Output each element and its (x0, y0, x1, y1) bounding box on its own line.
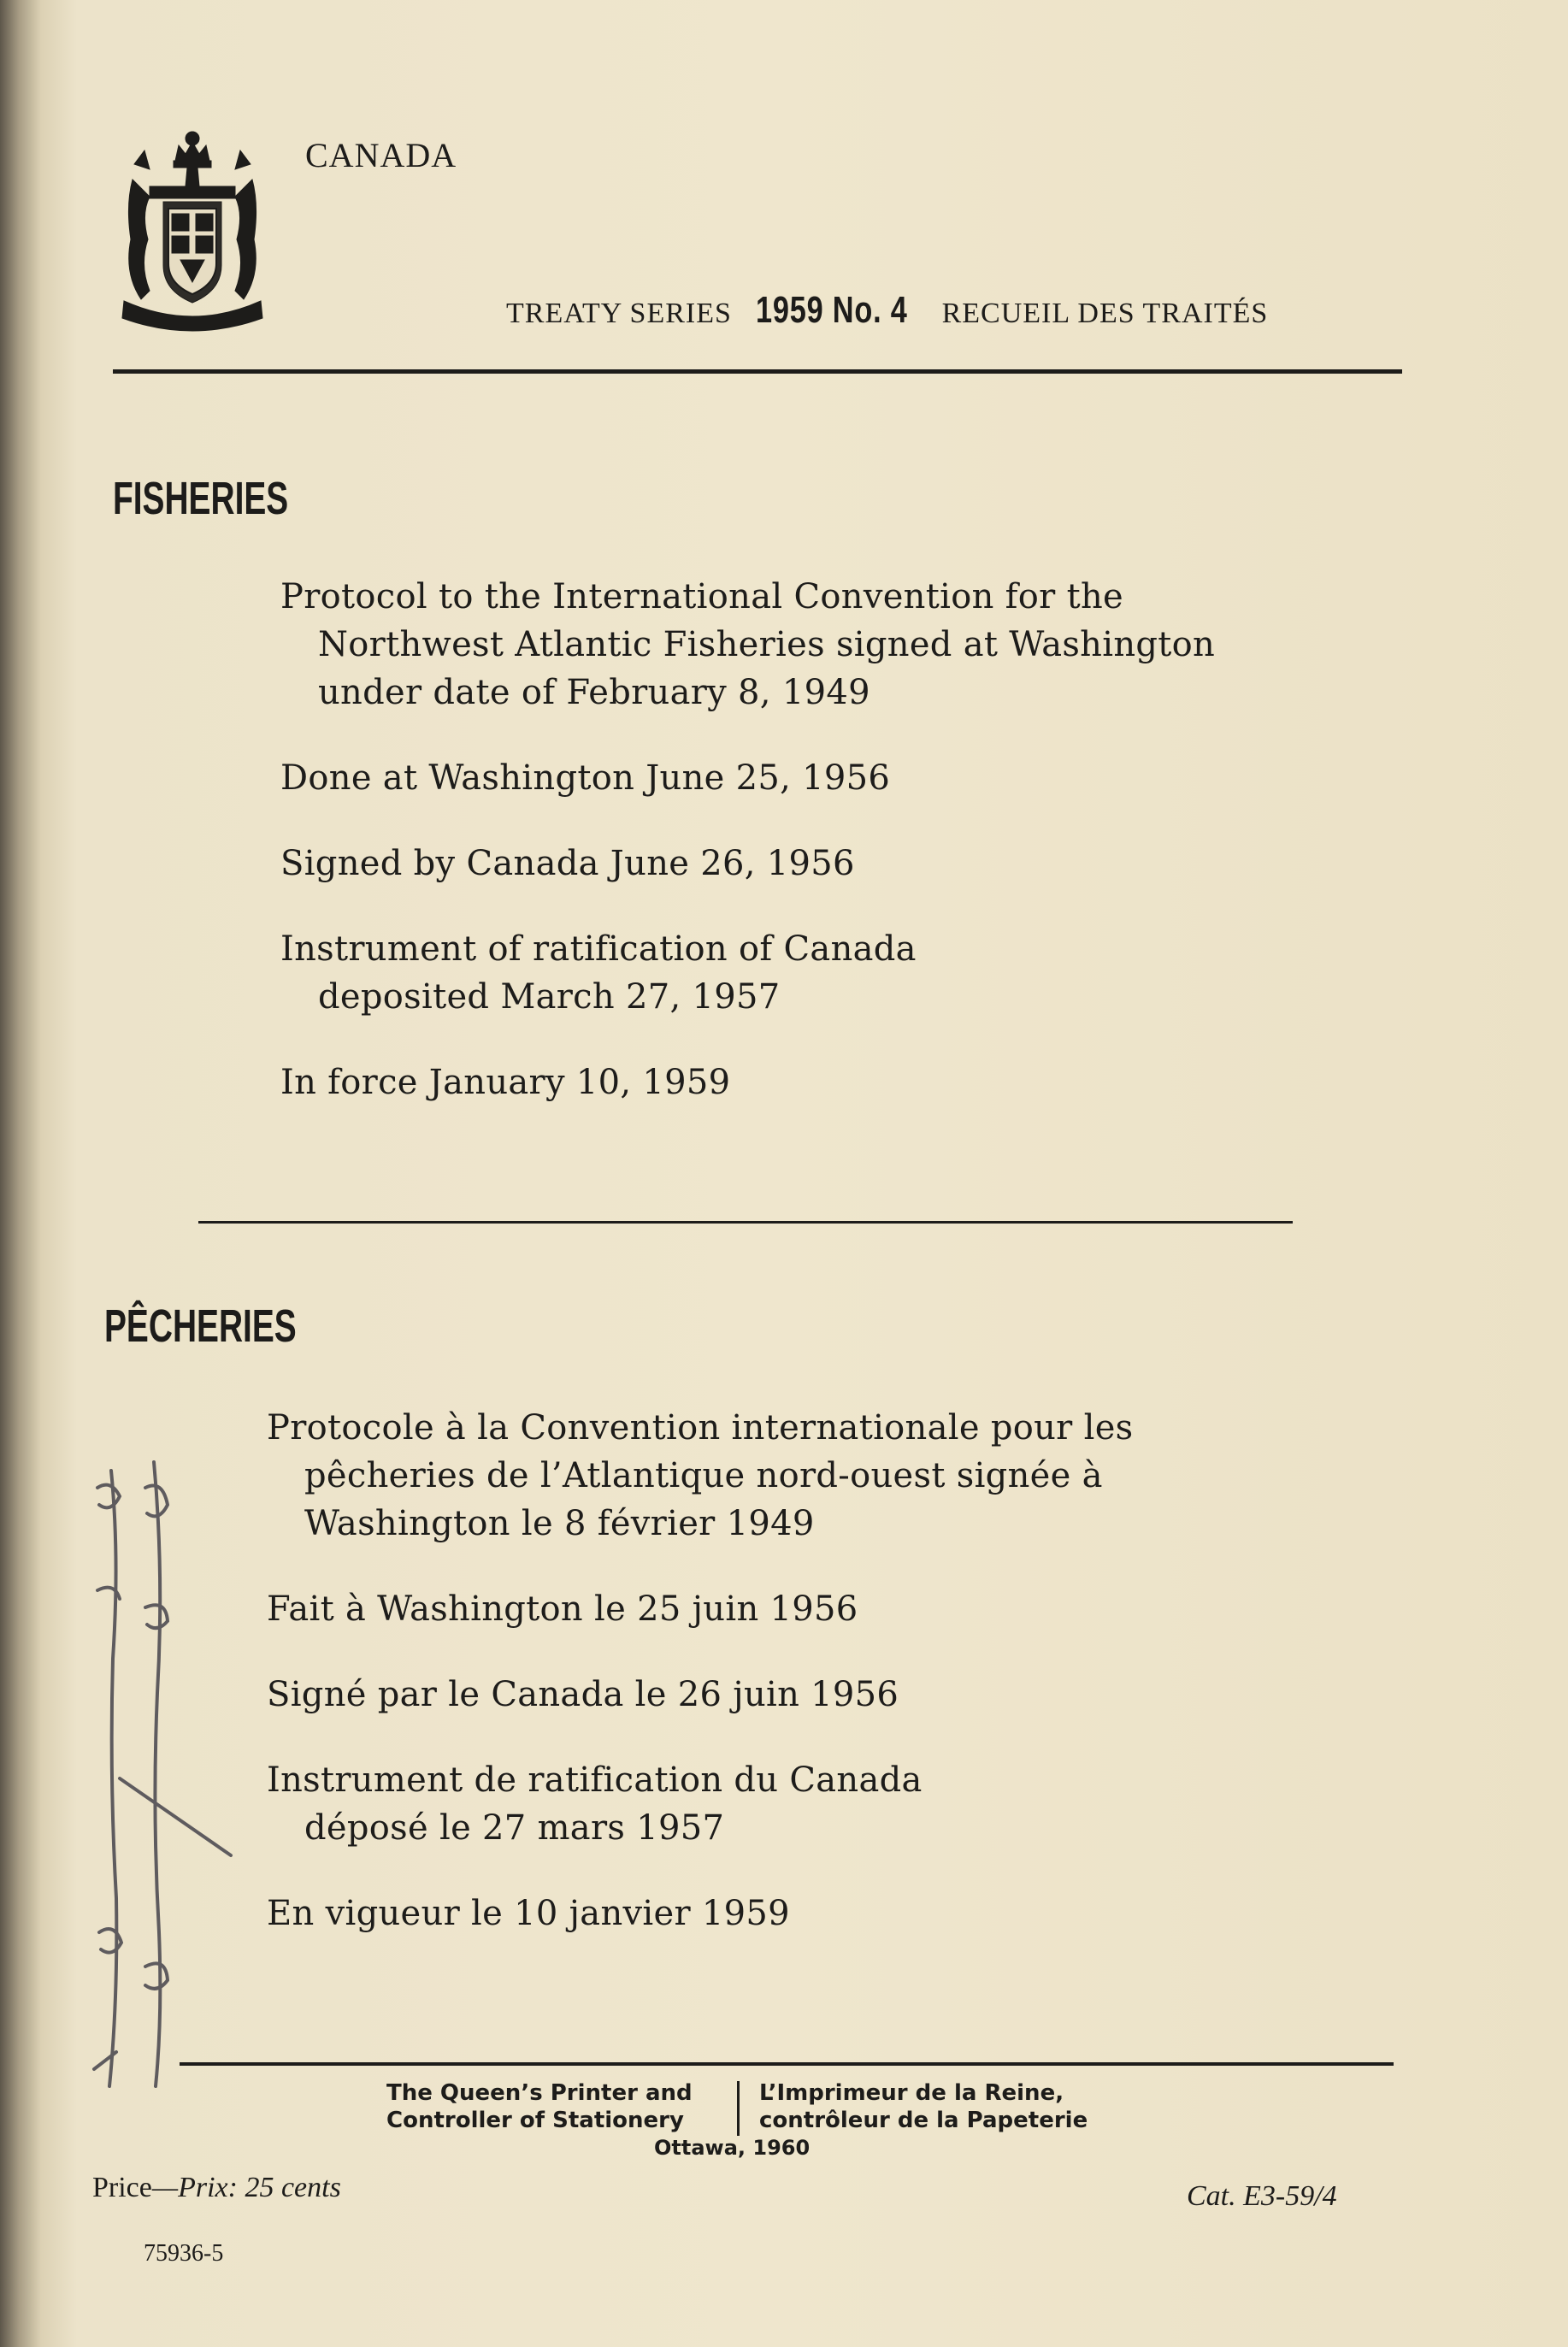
english-title (280, 573, 1215, 716)
french-in-force: En vigueur le 10 janvier 1959 (267, 1894, 790, 1933)
english-title-line-1: Protocol to the International Convention for the (280, 577, 1124, 616)
country-label: CANADA (305, 136, 457, 174)
printer-en (386, 2079, 693, 2134)
english-heading: FISHERIES (113, 473, 289, 524)
footer-rule (180, 2062, 1394, 2066)
printer-fr (759, 2079, 1088, 2134)
handwritten-catalogue-annotation (85, 1454, 256, 2103)
canada-coat-of-arms-icon (115, 120, 269, 342)
printer-en-line-2: Controller of Stationery (386, 2108, 684, 2133)
english-ratification-line-1: Instrument of ratification of Canada (280, 929, 917, 969)
french-heading: PÊCHERIES (104, 1300, 297, 1352)
printer-divider (737, 2081, 740, 2136)
section-divider (198, 1221, 1293, 1224)
english-title-line-3: under date of February 8, 1949 (318, 673, 870, 712)
english-details (280, 573, 1215, 1144)
price (92, 2172, 341, 2204)
english-signed: Signed by Canada June 26, 1956 (280, 844, 855, 883)
printer-fr-line-1: L’Imprimeur de la Reine, (759, 2080, 1064, 2106)
print-code: 75936-5 (144, 2240, 224, 2267)
printer-en-line-1: The Queen’s Printer and (386, 2080, 693, 2106)
french-ratification-line-1: Instrument de ratification du Canada (267, 1760, 923, 1800)
printer-fr-line-2: contrôleur de la Papeterie (759, 2108, 1088, 2133)
french-ratification (267, 1756, 1134, 1852)
french-done: Fait à Washington le 25 juin 1956 (267, 1589, 858, 1629)
treaty-series-line (506, 289, 1268, 332)
french-signed: Signé par le Canada le 26 juin 1956 (267, 1675, 899, 1714)
english-ratification-line-2: deposited March 27, 1957 (318, 977, 781, 1017)
treaty-series-label: TREATY SERIES (506, 298, 732, 329)
header-rule (113, 369, 1402, 374)
english-ratification (280, 925, 1215, 1021)
french-details (267, 1404, 1134, 1975)
catalogue-number: Cat. E3-59/4 (1187, 2180, 1337, 2212)
french-title-line-2: pêcheries de l’Atlantique nord-ouest signée à (304, 1456, 1103, 1495)
printer-city-year: Ottawa, 1960 (654, 2136, 811, 2160)
price-label: Price (92, 2172, 152, 2203)
price-value: —Prix: 25 cents (151, 2172, 341, 2203)
english-title-line-2: Northwest Atlantic Fisheries signed at Washington (318, 625, 1216, 664)
english-in-force: In force January 10, 1959 (280, 1063, 731, 1102)
french-title-line-3: Washington le 8 février 1949 (304, 1504, 815, 1543)
english-done: Done at Washington June 25, 1956 (280, 758, 891, 798)
french-title (267, 1404, 1134, 1548)
treaty-series-label-fr: RECUEIL DES TRAITÉS (941, 298, 1269, 329)
french-title-line-1: Protocole à la Convention internationale pour les (267, 1408, 1134, 1448)
treaty-series-number: 1959 No. 4 (755, 289, 908, 331)
french-ratification-line-2: déposé le 27 mars 1957 (304, 1808, 725, 1848)
